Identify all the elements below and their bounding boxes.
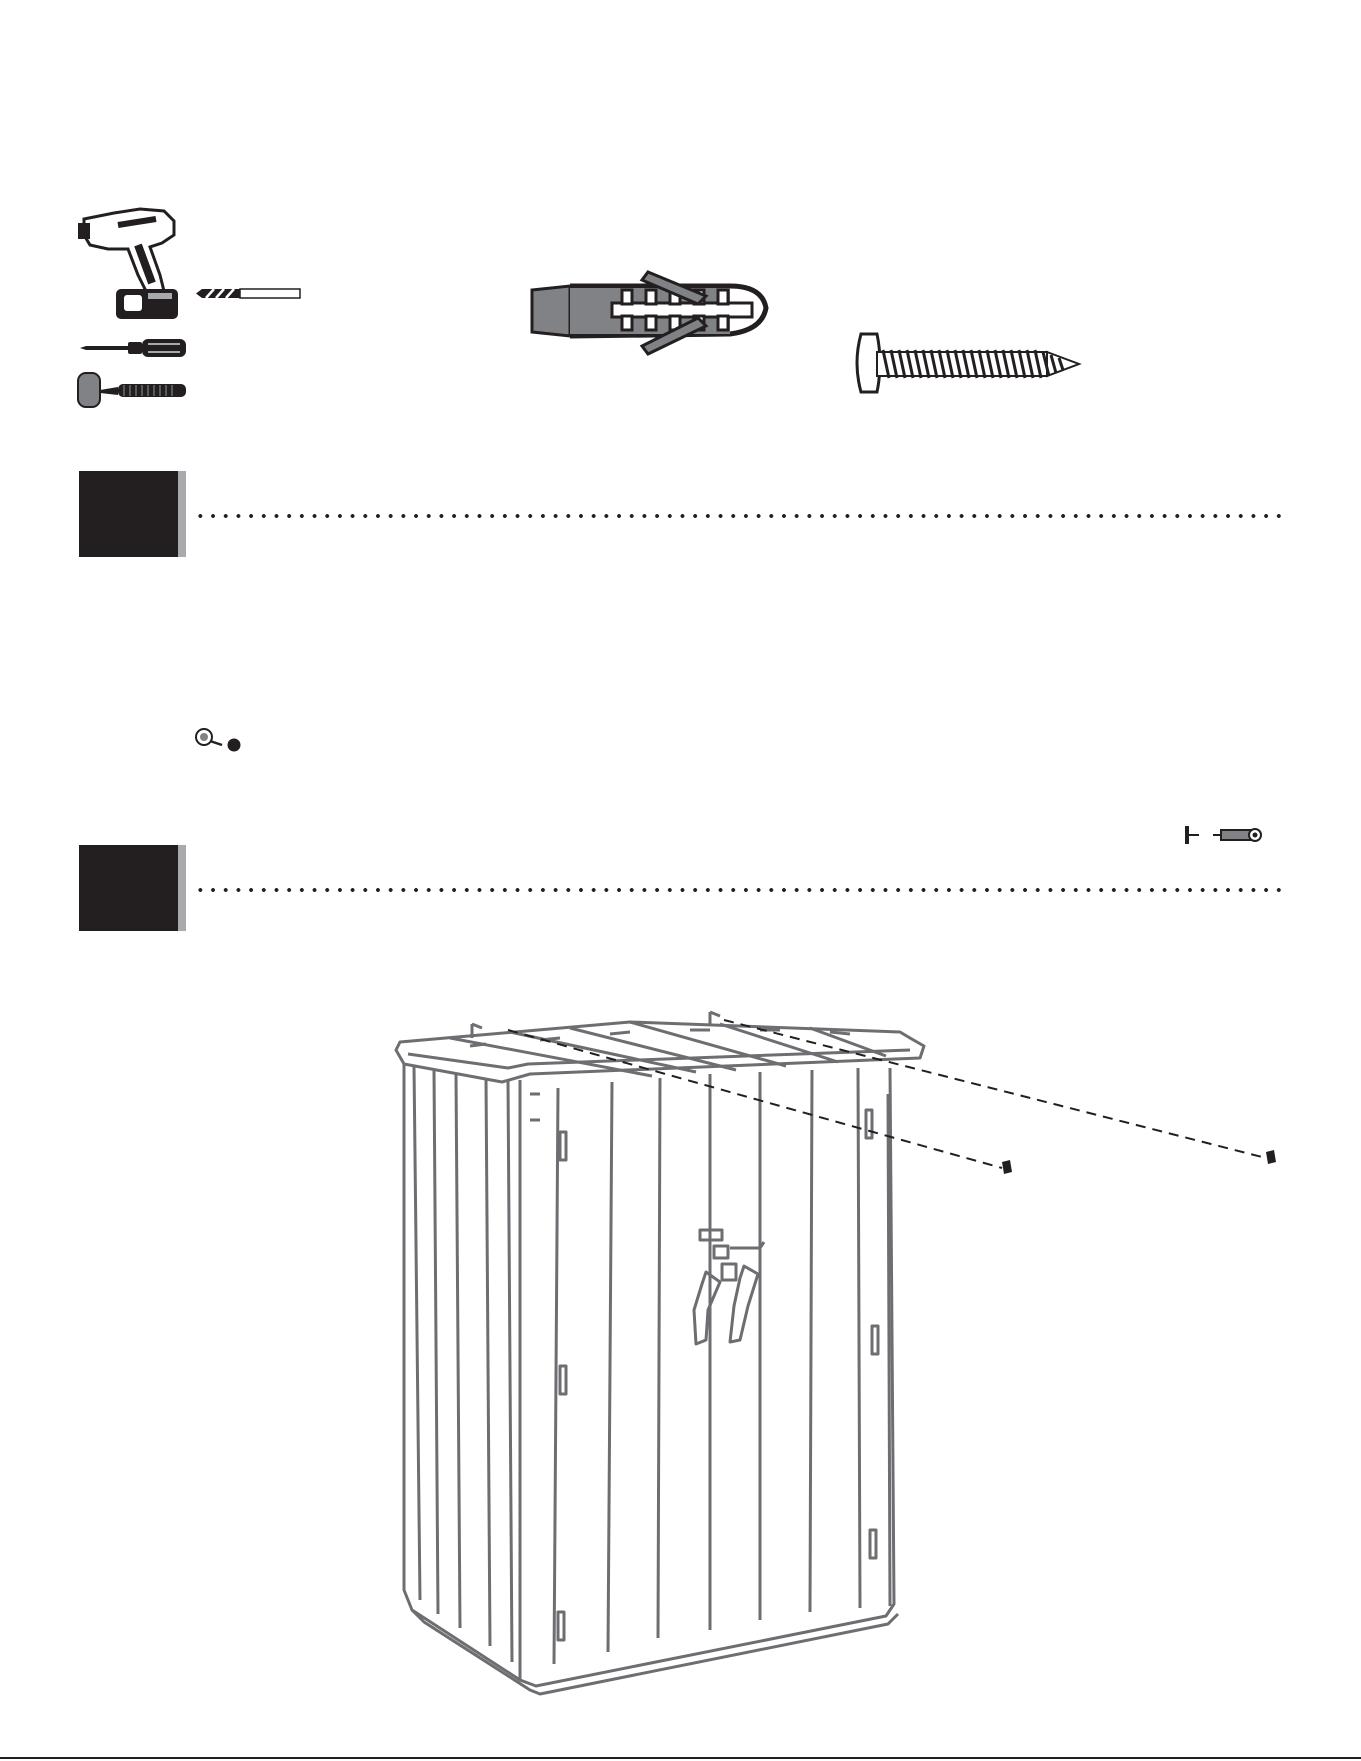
step-2-dotted-divider [194, 888, 1284, 892]
wall-anchor-icon [530, 268, 780, 360]
cordless-drill-icon [78, 205, 190, 325]
screw-and-anchor-icon [1183, 824, 1263, 846]
step-2-marker [79, 845, 178, 931]
step-1-marker [79, 471, 178, 557]
screw-with-washer-icon [194, 727, 244, 753]
pan-head-screw-icon [857, 328, 1085, 398]
page-bottom-rule [0, 1757, 1361, 1759]
screwdriver-icon [80, 337, 188, 359]
storage-shed-illustration [390, 1010, 1290, 1690]
tools-group [78, 205, 308, 415]
rubber-mallet-icon [78, 371, 188, 411]
drill-bit-icon [196, 287, 302, 301]
step-1-dotted-divider [194, 514, 1284, 518]
